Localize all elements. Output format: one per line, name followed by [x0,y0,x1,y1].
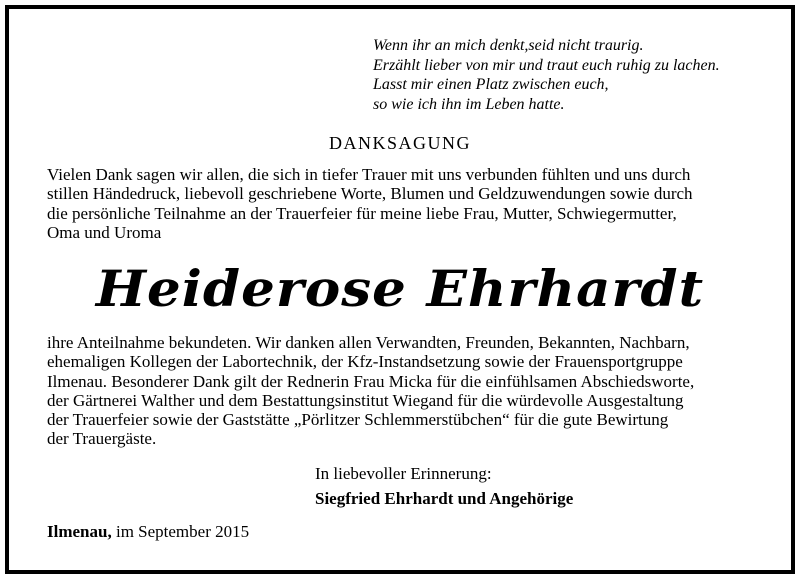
notice-heading: DANKSAGUNG [328,133,471,153]
remembrance-line: In liebevoller Erinnerung: [315,464,492,483]
date-text: im September 2015 [111,522,250,541]
signers: Siegfried Ehrhardt und Angehörige [315,489,574,508]
place-city: Ilmenau, [47,522,112,541]
poem: Wenn ihr an mich denkt,seid nicht traurig. Erzählt lieber von mir und traut euch ruhig zu lachen. Lasst mir einen Platz zwischen euch, so wie ich ihn im Leben hatte. [373,37,720,113]
thanks-paragraph-1: Vielen Dank sagen wir allen, die sich in tiefer Trauer mit uns verbunden fühlten und uns durch stillen Händedruck, liebevoll geschriebene Worte, Blumen und Geldzuwendungen sowie durch die persönliche Teilnahme an der Trauerfeier für meine liebe Frau, Mutter, Schwiegermutter, Oma und Uroma [47,165,693,242]
thanks-paragraph-2: ihre Anteilnahme bekundeten. Wir danken allen Verwandten, Freunden, Bekannten, Nachbarn, ehemaligen Kollegen der Labortechnik, der Kfz-Instandsetzung sowie der Frauensportgruppe Ilmenau. Besonderer Dank gilt der Rednerin Frau Micka für die einfühlsamen Abschiedsworte, der Gärtnerei Walther und dem Bestattungsinstitut Wiegand für die würdevolle Ausgestaltung der Trauerfeier sowie der Gaststätte „Pörlitzer Schlemmerstübchen“ für die gute Bewirtung der Trauergäste. [47,333,695,449]
deceased-name: Heiderose Ehrhardt [95,259,705,318]
place-date [47,522,249,542]
